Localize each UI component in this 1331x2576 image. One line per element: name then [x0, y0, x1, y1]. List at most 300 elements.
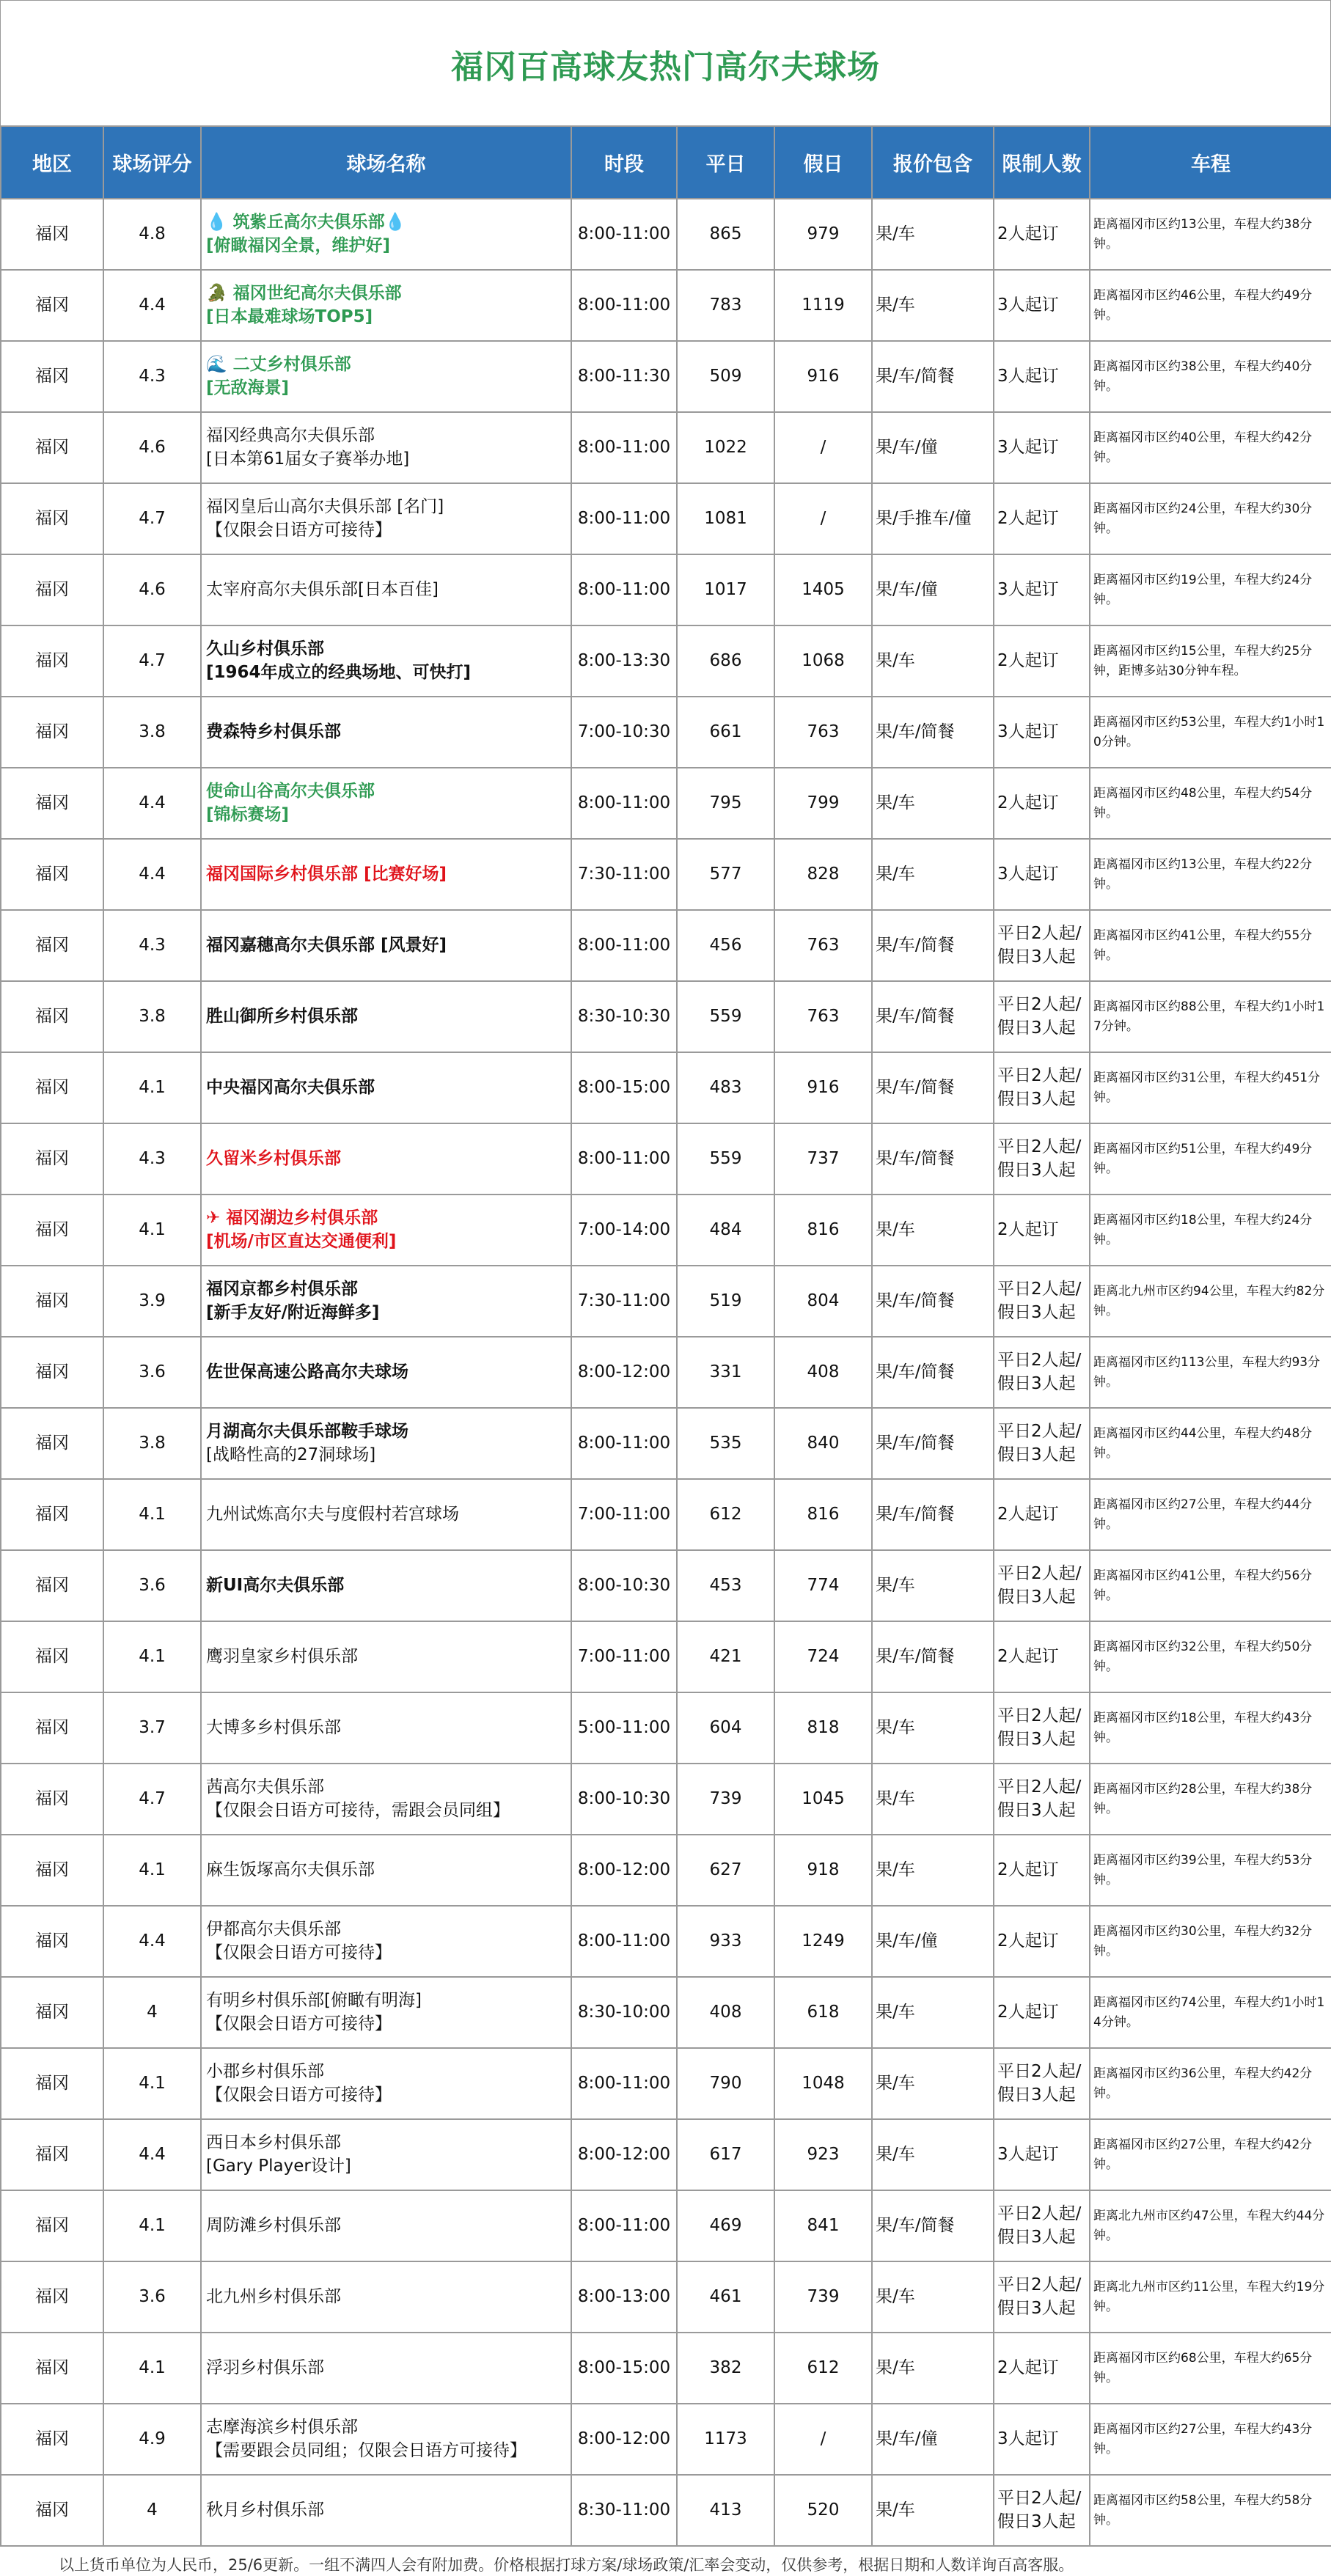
drive-time-cell: 距离福冈市区约113公里，车程大约93分钟。: [1090, 1337, 1331, 1408]
time-slot-cell: 8:00-11:00: [571, 270, 677, 341]
holiday-price-cell: 1048: [774, 2048, 872, 2119]
holiday-price-cell: 828: [774, 839, 872, 910]
rating-cell: 4.4: [103, 839, 201, 910]
table-row[interactable]: [1, 1266, 1331, 1337]
holiday-price-cell: /: [774, 2404, 872, 2475]
area-cell: 福冈: [1, 199, 103, 270]
rating-cell: 4.9: [103, 2404, 201, 2475]
group-limit-cell: [994, 1195, 1090, 1266]
group-limit-text: 3人起订: [997, 579, 1059, 599]
header-weekday-price[interactable]: 平日: [677, 126, 774, 199]
drive-time-cell: 距离福冈市区约32公里，车程大约50分钟。: [1090, 1621, 1331, 1692]
area-cell: 福冈: [1, 1337, 103, 1408]
area-cell: 福冈: [1, 2404, 103, 2475]
course-note: 【仅限会日语方可接待，需跟会员同组】: [206, 1800, 510, 1820]
holiday-price-cell: 1045: [774, 1764, 872, 1835]
course-name: 北九州乡村俱乐部: [206, 2286, 341, 2306]
course-name: 🌊 二丈乡村俱乐部: [206, 355, 351, 375]
holiday-price-cell: 408: [774, 1337, 872, 1408]
price-includes-cell: 果/车/简餐: [872, 1266, 994, 1337]
area-cell: 福冈: [1, 1621, 103, 1692]
course-name-cell: [201, 1550, 571, 1621]
drive-time-cell: 距离福冈市区约53公里，车程大约1小时10分钟。: [1090, 697, 1331, 768]
table-body: [1, 199, 1331, 2546]
price-includes-cell: 果/车/简餐: [872, 697, 994, 768]
table-row[interactable]: [1, 981, 1331, 1052]
area-cell: 福冈: [1, 697, 103, 768]
course-note: 【仅限会日语方可接待】: [206, 2014, 392, 2033]
group-limit-text: 2人起订: [997, 1504, 1059, 1524]
table-row[interactable]: [1, 1337, 1331, 1408]
group-limit-text: 平日2人起/ 假日3人起: [997, 1066, 1082, 1109]
weekday-price-cell: 408: [677, 1977, 774, 2048]
rating-cell: 4.1: [103, 1195, 201, 1266]
drive-time-cell: 距离福冈市区约31公里，车程大约451分钟。: [1090, 1052, 1331, 1123]
weekday-price-cell: 795: [677, 768, 774, 839]
rating-cell: 4: [103, 2475, 201, 2546]
drive-time-cell: 距离福冈市区约27公里，车程大约43分钟。: [1090, 2404, 1331, 2475]
table-row[interactable]: [1, 483, 1331, 554]
area-cell: 福冈: [1, 1052, 103, 1123]
rating-cell: 4.4: [103, 1906, 201, 1977]
drive-time-cell: 距离福冈市区约51公里，车程大约49分钟。: [1090, 1123, 1331, 1195]
course-name-cell: [201, 1337, 571, 1408]
header-row: [1, 126, 1331, 199]
price-includes-cell: 果/车/简餐: [872, 341, 994, 412]
holiday-price-cell: 840: [774, 1408, 872, 1479]
table-row[interactable]: [1, 2048, 1331, 2119]
group-limit-cell: [994, 768, 1090, 839]
holiday-price-cell: 918: [774, 1835, 872, 1906]
price-includes-cell: 果/车: [872, 1764, 994, 1835]
drive-time-cell: 距离福冈市区约41公里，车程大约56分钟。: [1090, 1550, 1331, 1621]
courses-table: [0, 125, 1331, 2547]
header-course-name[interactable]: 球场名称: [201, 126, 571, 199]
course-note: [机场/市区直达交通便利]: [206, 1231, 397, 1251]
table-row[interactable]: [1, 2261, 1331, 2333]
group-limit-cell: [994, 1408, 1090, 1479]
table-row[interactable]: [1, 1550, 1331, 1621]
header-group-limit[interactable]: 限制人数: [994, 126, 1090, 199]
table-row[interactable]: [1, 625, 1331, 697]
holiday-price-cell: 774: [774, 1550, 872, 1621]
table-row[interactable]: [1, 199, 1331, 270]
weekday-price-cell: 453: [677, 1550, 774, 1621]
rating-cell: 3.7: [103, 1692, 201, 1764]
price-includes-cell: 果/车: [872, 1835, 994, 1906]
holiday-price-cell: /: [774, 483, 872, 554]
table-row[interactable]: [1, 341, 1331, 412]
table-row[interactable]: [1, 270, 1331, 341]
course-name: 福冈京都乡村俱乐部: [206, 1280, 358, 1299]
table-row[interactable]: [1, 2119, 1331, 2190]
course-name-cell: [201, 1621, 571, 1692]
group-limit-cell: [994, 1692, 1090, 1764]
table-row[interactable]: [1, 412, 1331, 483]
title-bar: [0, 0, 1331, 126]
group-limit-cell: [994, 270, 1090, 341]
drive-time-cell: 距离福冈市区约18公里，车程大约43分钟。: [1090, 1692, 1331, 1764]
drive-time-cell: 距离福冈市区约48公里，车程大约54分钟。: [1090, 768, 1331, 839]
area-cell: 福冈: [1, 2119, 103, 2190]
holiday-price-cell: 1405: [774, 554, 872, 625]
holiday-price-cell: 1068: [774, 625, 872, 697]
area-cell: 福冈: [1, 1408, 103, 1479]
area-cell: 福冈: [1, 910, 103, 981]
holiday-price-cell: 612: [774, 2333, 872, 2404]
drive-time-cell: 距离福冈市区约27公里，车程大约44分钟。: [1090, 1479, 1331, 1550]
area-cell: 福冈: [1, 1479, 103, 1550]
rating-cell: 3.8: [103, 1408, 201, 1479]
time-slot-cell: 8:00-15:00: [571, 2333, 677, 2404]
table-row[interactable]: [1, 1764, 1331, 1835]
time-slot-cell: 8:00-11:00: [571, 2190, 677, 2261]
weekday-price-cell: 461: [677, 2261, 774, 2333]
course-name: 鹰羽皇家乡村俱乐部: [206, 1646, 358, 1666]
weekday-price-cell: 1017: [677, 554, 774, 625]
course-name: 🐊 福冈世纪高尔夫俱乐部: [206, 284, 402, 304]
price-includes-cell: 果/手推车/僮: [872, 483, 994, 554]
time-slot-cell: 7:00-11:00: [571, 1621, 677, 1692]
time-slot-cell: 8:00-11:00: [571, 2048, 677, 2119]
course-name: 费森特乡村俱乐部: [206, 722, 341, 741]
course-note: [战略性高的27洞球场]: [206, 1445, 376, 1464]
area-cell: 福冈: [1, 2048, 103, 2119]
group-limit-cell: [994, 2119, 1090, 2190]
course-name-cell: [201, 1052, 571, 1123]
time-slot-cell: 8:00-13:30: [571, 625, 677, 697]
table-row[interactable]: [1, 697, 1331, 768]
price-includes-cell: 果/车: [872, 1550, 994, 1621]
area-cell: 福冈: [1, 483, 103, 554]
drive-time-cell: 距离北九州市区约11公里，车程大约19分钟。: [1090, 2261, 1331, 2333]
drive-time-cell: 距离福冈市区约13公里，车程大约22分钟。: [1090, 839, 1331, 910]
drive-time-cell: 距离北九州市区约94公里，车程大约82分钟。: [1090, 1266, 1331, 1337]
rating-cell: 4.1: [103, 2048, 201, 2119]
price-includes-cell: 果/车/僮: [872, 2404, 994, 2475]
course-name: 福冈嘉穗高尔夫俱乐部 [风景好]: [206, 935, 447, 955]
rating-cell: 4.3: [103, 1123, 201, 1195]
weekday-price-cell: 413: [677, 2475, 774, 2546]
course-name: 有明乡村俱乐部[俯瞰有明海]: [206, 1991, 422, 2011]
weekday-price-cell: 421: [677, 1621, 774, 1692]
course-name-cell: [201, 2261, 571, 2333]
group-limit-text: 2人起订: [997, 1646, 1059, 1666]
weekday-price-cell: 1081: [677, 483, 774, 554]
price-includes-cell: 果/车: [872, 199, 994, 270]
group-limit-text: 2人起订: [997, 650, 1059, 670]
course-name-cell: [201, 910, 571, 981]
group-limit-text: 3人起订: [997, 366, 1059, 386]
group-limit-text: 3人起订: [997, 437, 1059, 457]
group-limit-text: 2人起订: [997, 2002, 1059, 2022]
price-includes-cell: 果/车/简餐: [872, 1123, 994, 1195]
rating-cell: 3.6: [103, 1337, 201, 1408]
header-drive-time[interactable]: 车程: [1090, 126, 1331, 199]
group-limit-text: 平日2人起/ 假日3人起: [997, 1564, 1082, 1607]
drive-time-cell: 距离福冈市区约18公里，车程大约24分钟。: [1090, 1195, 1331, 1266]
price-includes-cell: 果/车/简餐: [872, 1479, 994, 1550]
course-name-cell: [201, 1692, 571, 1764]
holiday-price-cell: 724: [774, 1621, 872, 1692]
rating-cell: 3.8: [103, 981, 201, 1052]
course-note: 【需要跟会员同组；仅限会日语方可接待】: [206, 2440, 527, 2460]
table-row[interactable]: [1, 554, 1331, 625]
area-cell: 福冈: [1, 1123, 103, 1195]
group-limit-cell: [994, 1266, 1090, 1337]
group-limit-cell: [994, 1835, 1090, 1906]
area-cell: 福冈: [1, 768, 103, 839]
price-includes-cell: 果/车: [872, 625, 994, 697]
time-slot-cell: 8:00-11:00: [571, 412, 677, 483]
group-limit-cell: [994, 412, 1090, 483]
price-includes-cell: 果/车/简餐: [872, 2190, 994, 2261]
course-note: 【仅限会日语方可接待】: [206, 520, 392, 540]
table-row[interactable]: [1, 1906, 1331, 1977]
course-name-cell: [201, 554, 571, 625]
time-slot-cell: 8:00-11:00: [571, 1123, 677, 1195]
time-slot-cell: 7:00-11:00: [571, 1479, 677, 1550]
holiday-price-cell: 1249: [774, 1906, 872, 1977]
course-name-cell: [201, 341, 571, 412]
area-cell: 福冈: [1, 1977, 103, 2048]
group-limit-cell: [994, 1479, 1090, 1550]
holiday-price-cell: 737: [774, 1123, 872, 1195]
table-row[interactable]: [1, 1123, 1331, 1195]
holiday-price-cell: 804: [774, 1266, 872, 1337]
area-cell: 福冈: [1, 270, 103, 341]
group-limit-text: 2人起订: [997, 508, 1059, 528]
drive-time-cell: 距离福冈市区约19公里，车程大约24分钟。: [1090, 554, 1331, 625]
time-slot-cell: 5:00-11:00: [571, 1692, 677, 1764]
table-row[interactable]: [1, 768, 1331, 839]
drive-time-cell: 距离福冈市区约46公里，车程大约49分钟。: [1090, 270, 1331, 341]
area-cell: 福冈: [1, 1764, 103, 1835]
holiday-price-cell: 979: [774, 199, 872, 270]
rating-cell: 3.6: [103, 1550, 201, 1621]
weekday-price-cell: 483: [677, 1052, 774, 1123]
course-name: 福冈国际乡村俱乐部 [比赛好场]: [206, 864, 447, 884]
table-row[interactable]: [1, 2475, 1331, 2546]
group-limit-text: 平日2人起/ 假日3人起: [997, 1280, 1082, 1322]
drive-time-cell: 距离福冈市区约44公里，车程大约48分钟。: [1090, 1408, 1331, 1479]
weekday-price-cell: 617: [677, 2119, 774, 2190]
price-includes-cell: 果/车: [872, 2119, 994, 2190]
time-slot-cell: 8:00-11:00: [571, 1408, 677, 1479]
rating-cell: 4.3: [103, 341, 201, 412]
course-name: 西日本乡村俱乐部: [206, 2133, 341, 2153]
weekday-price-cell: 1173: [677, 2404, 774, 2475]
time-slot-cell: 8:00-12:00: [571, 2119, 677, 2190]
time-slot-cell: 7:00-14:00: [571, 1195, 677, 1266]
course-name-cell: [201, 1266, 571, 1337]
weekday-price-cell: 559: [677, 981, 774, 1052]
drive-time-cell: 距离福冈市区约38公里，车程大约40分钟。: [1090, 341, 1331, 412]
drive-time-cell: 距离北九州市区约47公里，车程大约44分钟。: [1090, 2190, 1331, 2261]
price-includes-cell: 果/车/简餐: [872, 910, 994, 981]
price-includes-cell: 果/车/简餐: [872, 1337, 994, 1408]
group-limit-cell: [994, 1550, 1090, 1621]
course-name: 大博多乡村俱乐部: [206, 1717, 341, 1737]
course-name: 💧 筑紫丘高尔夫俱乐部💧: [206, 213, 406, 232]
time-slot-cell: 8:00-10:30: [571, 1550, 677, 1621]
drive-time-cell: 距离福冈市区约68公里，车程大约65分钟。: [1090, 2333, 1331, 2404]
drive-time-cell: 距离福冈市区约40公里，车程大约42分钟。: [1090, 412, 1331, 483]
time-slot-cell: 8:00-11:00: [571, 768, 677, 839]
group-limit-cell: [994, 2475, 1090, 2546]
course-note: [日本第61届女子赛举办地]: [206, 449, 410, 469]
group-limit-cell: [994, 1977, 1090, 2048]
header-rating[interactable]: 球场评分: [103, 126, 201, 199]
area-cell: 福冈: [1, 1550, 103, 1621]
table-row[interactable]: [1, 1195, 1331, 1266]
table-row[interactable]: [1, 1692, 1331, 1764]
group-limit-cell: [994, 2190, 1090, 2261]
drive-time-cell: 距离福冈市区约41公里，车程大约55分钟。: [1090, 910, 1331, 981]
group-limit-text: 2人起订: [997, 793, 1059, 812]
group-limit-text: 2人起订: [997, 1219, 1059, 1239]
rating-cell: 4.7: [103, 483, 201, 554]
course-name-cell: [201, 2048, 571, 2119]
course-note: [无敌海景]: [206, 378, 290, 397]
course-name-cell: [201, 412, 571, 483]
header-time-slot[interactable]: 时段: [571, 126, 677, 199]
time-slot-cell: 8:00-11:30: [571, 341, 677, 412]
holiday-price-cell: 841: [774, 2190, 872, 2261]
price-includes-cell: 果/车: [872, 2333, 994, 2404]
group-limit-cell: [994, 1123, 1090, 1195]
course-name: 新UI高尔夫俱乐部: [206, 1575, 345, 1595]
price-includes-cell: 果/车: [872, 1977, 994, 2048]
group-limit-cell: [994, 554, 1090, 625]
course-name-cell: [201, 2190, 571, 2261]
group-limit-text: 3人起订: [997, 722, 1059, 741]
holiday-price-cell: 816: [774, 1479, 872, 1550]
area-cell: 福冈: [1, 1195, 103, 1266]
group-limit-text: 平日2人起/ 假日3人起: [997, 1351, 1082, 1393]
course-name: 月湖高尔夫俱乐部鞍手球场: [206, 1422, 408, 1442]
course-name-cell: [201, 1123, 571, 1195]
group-limit-text: 平日2人起/ 假日3人起: [997, 924, 1082, 966]
weekday-price-cell: 739: [677, 1764, 774, 1835]
time-slot-cell: 8:00-11:00: [571, 483, 677, 554]
group-limit-text: 3人起订: [997, 864, 1059, 884]
price-includes-cell: 果/车: [872, 2475, 994, 2546]
course-name: 久山乡村俱乐部: [206, 639, 324, 659]
header-area[interactable]: 地区: [1, 126, 103, 199]
group-limit-text: 3人起订: [997, 2144, 1059, 2164]
price-includes-cell: 果/车: [872, 2048, 994, 2119]
table-row[interactable]: [1, 1052, 1331, 1123]
course-name-cell: [201, 625, 571, 697]
area-cell: 福冈: [1, 981, 103, 1052]
header-holiday-price[interactable]: 假日: [774, 126, 872, 199]
course-name: ✈ 福冈湖边乡村俱乐部: [206, 1208, 378, 1228]
holiday-price-cell: 618: [774, 1977, 872, 2048]
weekday-price-cell: 686: [677, 625, 774, 697]
price-includes-cell: 果/车: [872, 2261, 994, 2333]
group-limit-text: 3人起订: [997, 295, 1059, 315]
holiday-price-cell: 916: [774, 1052, 872, 1123]
course-name: 秋月乡村俱乐部: [206, 2500, 324, 2520]
rating-cell: 4.6: [103, 412, 201, 483]
page-title: 福冈百高球友热门高尔夫球场: [451, 48, 880, 86]
course-name-cell: [201, 1479, 571, 1550]
table-row[interactable]: [1, 1408, 1331, 1479]
rating-cell: 3.6: [103, 2261, 201, 2333]
course-name-cell: [201, 697, 571, 768]
drive-time-cell: 距离福冈市区约27公里，车程大约42分钟。: [1090, 2119, 1331, 2190]
table-row[interactable]: [1, 1835, 1331, 1906]
weekday-price-cell: 535: [677, 1408, 774, 1479]
price-includes-cell: 果/车/简餐: [872, 1408, 994, 1479]
group-limit-cell: [994, 483, 1090, 554]
area-cell: 福冈: [1, 341, 103, 412]
course-note: [1964年成立的经典场地、可快打]: [206, 662, 472, 682]
group-limit-cell: [994, 199, 1090, 270]
group-limit-cell: [994, 981, 1090, 1052]
table-row[interactable]: [1, 839, 1331, 910]
header-price-includes[interactable]: 报价包含: [872, 126, 994, 199]
time-slot-cell: 8:00-12:00: [571, 1835, 677, 1906]
group-limit-text: 平日2人起/ 假日3人起: [997, 2204, 1082, 2247]
course-name: 福冈皇后山高尔夫俱乐部 [名门]: [206, 497, 444, 517]
table-row[interactable]: [1, 1621, 1331, 1692]
time-slot-cell: 8:00-11:00: [571, 554, 677, 625]
rating-cell: 4.7: [103, 625, 201, 697]
group-limit-cell: [994, 1337, 1090, 1408]
course-name: 志摩海滨乡村俱乐部: [206, 2418, 358, 2437]
table-row[interactable]: [1, 910, 1331, 981]
weekday-price-cell: 456: [677, 910, 774, 981]
course-name-cell: [201, 839, 571, 910]
rating-cell: 4.4: [103, 270, 201, 341]
course-name-cell: [201, 2119, 571, 2190]
group-limit-text: 2人起订: [997, 1931, 1059, 1951]
table-row[interactable]: [1, 2404, 1331, 2475]
rating-cell: 4.8: [103, 199, 201, 270]
rating-cell: 4.1: [103, 1479, 201, 1550]
area-cell: 福冈: [1, 1835, 103, 1906]
course-name-cell: [201, 1977, 571, 2048]
course-note: [锦标赛场]: [206, 804, 290, 824]
table-row[interactable]: [1, 2190, 1331, 2261]
group-limit-text: 平日2人起/ 假日3人起: [997, 2489, 1082, 2531]
area-cell: 福冈: [1, 2261, 103, 2333]
holiday-price-cell: 763: [774, 697, 872, 768]
time-slot-cell: 8:30-10:30: [571, 981, 677, 1052]
group-limit-text: 平日2人起/ 假日3人起: [997, 1137, 1082, 1180]
course-name-cell: [201, 483, 571, 554]
area-cell: 福冈: [1, 554, 103, 625]
course-note: 【仅限会日语方可接待】: [206, 1942, 392, 1962]
table-row[interactable]: [1, 1479, 1331, 1550]
course-name: 九州试炼高尔夫与度假村若宫球场: [206, 1504, 459, 1524]
course-name: 佐世保高速公路高尔夫球场: [206, 1362, 408, 1381]
time-slot-cell: 8:00-12:00: [571, 2404, 677, 2475]
group-limit-text: 2人起订: [997, 224, 1059, 243]
table-row[interactable]: [1, 2333, 1331, 2404]
group-limit-text: 平日2人起/ 假日3人起: [997, 995, 1082, 1038]
table-row[interactable]: [1, 1977, 1331, 2048]
group-limit-cell: [994, 2261, 1090, 2333]
group-limit-cell: [994, 839, 1090, 910]
holiday-price-cell: 818: [774, 1692, 872, 1764]
rating-cell: 4.1: [103, 1052, 201, 1123]
rating-cell: 4.7: [103, 1764, 201, 1835]
rating-cell: 4.6: [103, 554, 201, 625]
price-includes-cell: 果/车/僮: [872, 1906, 994, 1977]
